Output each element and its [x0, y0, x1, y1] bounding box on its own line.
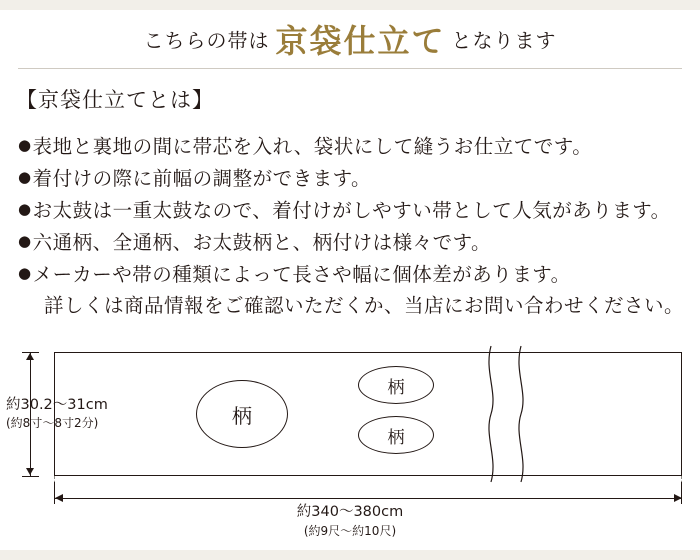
list-item: [18, 162, 686, 194]
pattern-oval-lower: 柄: [358, 416, 434, 454]
break-line-icon: [482, 346, 500, 482]
bullet-list: [18, 130, 686, 321]
list-item-label: 六通柄、全通柄、お太鼓柄と、柄付けは様々です。: [32, 231, 492, 254]
header-divider: [18, 68, 682, 69]
bullet-dot-icon: ●: [18, 232, 32, 250]
list-item: [18, 194, 686, 226]
title-lead: こちらの帯は: [143, 28, 270, 53]
obi-outline: [54, 352, 682, 476]
height-cap-bottom: [22, 476, 39, 477]
width-label-main: 約340〜380cm: [296, 504, 404, 520]
section-title: 【京袋仕立てとは】: [16, 88, 214, 112]
list-item: [18, 226, 686, 258]
height-arrow-down-icon: [26, 468, 34, 475]
height-label-main: 約30.2〜31cm: [6, 397, 108, 413]
top-band: [0, 0, 700, 10]
width-label: [0, 503, 700, 541]
height-label-sub: (約8寸〜8寸2分): [6, 416, 99, 430]
list-item-label: メーカーや帯の種類によって長さや幅に個体差があります。: [32, 263, 571, 286]
list-item: [18, 258, 686, 290]
bullet-dot-icon: ●: [18, 168, 32, 186]
break-line-icon: [512, 346, 530, 482]
bullet-dot-icon: ●: [18, 200, 32, 218]
bullet-dot-icon: ●: [18, 136, 32, 154]
height-label: [6, 396, 136, 432]
width-arrow-left-icon: [55, 494, 63, 502]
pattern-oval-large: 柄: [196, 380, 288, 448]
list-item-label: 表地と裏地の間に帯芯を入れ、袋状にして縫うお仕立てです。: [32, 135, 593, 158]
list-item-label: 着付けの際に前幅の調整ができます。: [32, 167, 372, 190]
list-note: 詳しくは商品情報をご確認いただくか、当店にお問い合わせください。: [44, 294, 685, 317]
title-tail: となります: [451, 28, 557, 53]
height-arrow-up-icon: [26, 353, 34, 360]
obi-diagram: [0, 340, 700, 550]
width-label-sub: (約9尺〜約10尺): [303, 524, 397, 538]
width-arrow-right-icon: [674, 494, 682, 502]
bullet-dot-icon: ●: [18, 264, 32, 282]
title-highlight: 京袋仕立て: [275, 22, 446, 60]
list-item: [18, 130, 686, 162]
pattern-oval-upper: 柄: [358, 366, 434, 404]
width-dimension-line: [54, 498, 682, 499]
bottom-band: [0, 550, 700, 560]
page-title: [0, 16, 700, 62]
list-item-label: お太鼓は一重太鼓なので、着付けがしやすい帯として人気があります。: [32, 199, 671, 222]
